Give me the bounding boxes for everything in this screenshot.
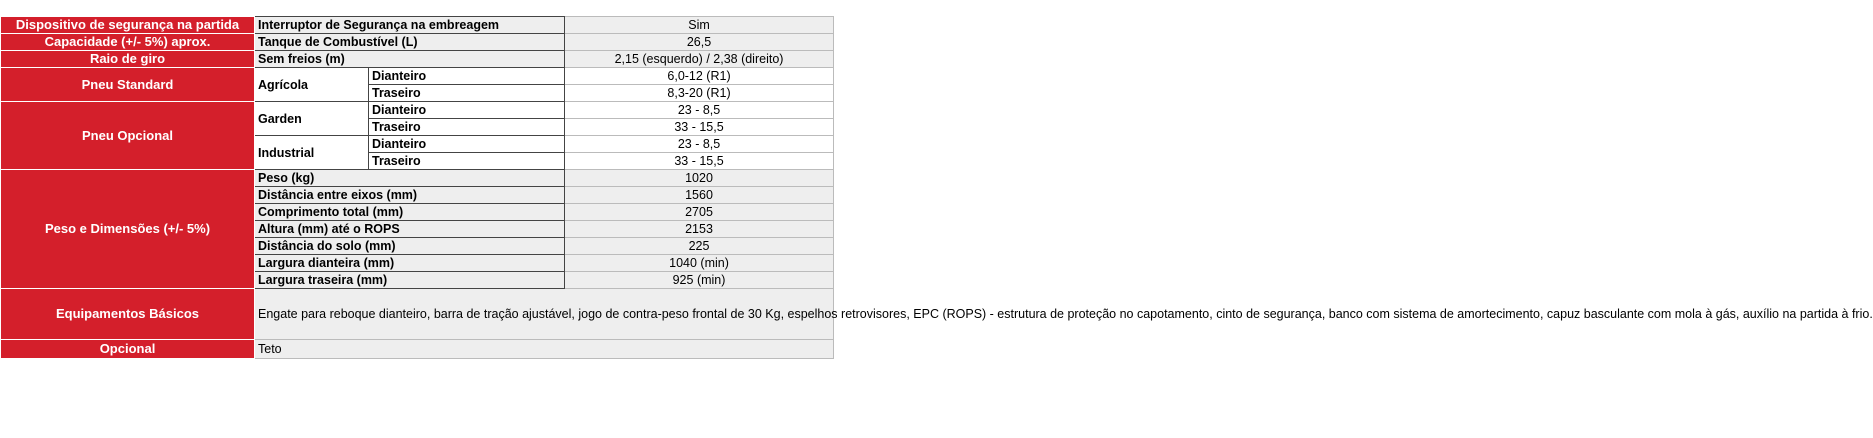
label-raio: Sem freios (m) — [255, 51, 565, 68]
opcional-value: Teto — [255, 340, 834, 359]
dimension-label: Largura traseira (mm) — [255, 272, 565, 289]
specifications-table — [0, 16, 1873, 359]
tire-value: 23 - 8,5 — [565, 102, 834, 119]
dimension-value: 1040 (min) — [565, 255, 834, 272]
category-peso-dimensoes: Peso e Dimensões (+/- 5%) — [1, 170, 255, 289]
dimension-label: Peso (kg) — [255, 170, 565, 187]
category-equipamentos: Equipamentos Básicos — [1, 289, 255, 340]
category-capacidade: Capacidade (+/- 5%) aprox. — [1, 34, 255, 51]
equipamentos-description: Engate para reboque dianteiro, barra de tração ajustável, jogo de contra-peso frontal de 30 Kg, espelhos retrovisores, EPC (ROPS) - estrutura de proteção no capotamento, cinto de segurança, banco com sistema de amortecimento, capuz basculante com mola à gás, auxílio na partida à frio. — [255, 289, 834, 340]
category-seguranca: Dispositivo de segurança na partida — [1, 17, 255, 34]
position-label: Traseiro — [369, 119, 565, 136]
dimension-label: Altura (mm) até o ROPS — [255, 221, 565, 238]
table-row-opcional — [1, 340, 834, 359]
tire-value: 33 - 15,5 — [565, 153, 834, 170]
dimension-value: 2153 — [565, 221, 834, 238]
position-label: Dianteiro — [369, 136, 565, 153]
table-row-pneu-opcional-1 — [1, 102, 834, 119]
tire-value: 6,0-12 (R1) — [565, 68, 834, 85]
category-raio: Raio de giro — [1, 51, 255, 68]
table-row-pneu-standard-1 — [1, 68, 834, 85]
dimension-label: Distância entre eixos (mm) — [255, 187, 565, 204]
tire-value: 23 - 8,5 — [565, 136, 834, 153]
label-capacidade: Tanque de Combustível (L) — [255, 34, 565, 51]
category-opcional: Opcional — [1, 340, 255, 359]
tire-value: 8,3-20 (R1) — [565, 85, 834, 102]
dimension-label: Largura dianteira (mm) — [255, 255, 565, 272]
value-raio: 2,15 (esquerdo) / 2,38 (direito) — [565, 51, 834, 68]
label-seguranca: Interruptor de Segurança na embreagem — [255, 17, 565, 34]
table-row-peso-1 — [1, 170, 834, 187]
dimension-value: 1560 — [565, 187, 834, 204]
table-row-seguranca — [1, 17, 834, 34]
category-pneu-opcional: Pneu Opcional — [1, 102, 255, 170]
value-capacidade: 26,5 — [565, 34, 834, 51]
group-industrial: Industrial — [255, 136, 369, 170]
dimension-label: Comprimento total (mm) — [255, 204, 565, 221]
value-seguranca: Sim — [565, 17, 834, 34]
table-row-raio — [1, 51, 834, 68]
dimension-label: Distância do solo (mm) — [255, 238, 565, 255]
tire-value: 33 - 15,5 — [565, 119, 834, 136]
dimension-value: 2705 — [565, 204, 834, 221]
group-garden: Garden — [255, 102, 369, 136]
position-label: Traseiro — [369, 85, 565, 102]
dimension-value: 925 (min) — [565, 272, 834, 289]
group-agricola: Agrícola — [255, 68, 369, 102]
table-row-equipamentos — [1, 289, 834, 340]
category-pneu-standard: Pneu Standard — [1, 68, 255, 102]
dimension-value: 1020 — [565, 170, 834, 187]
position-label: Dianteiro — [369, 102, 565, 119]
table-row-capacidade — [1, 34, 834, 51]
dimension-value: 225 — [565, 238, 834, 255]
position-label: Dianteiro — [369, 68, 565, 85]
position-label: Traseiro — [369, 153, 565, 170]
